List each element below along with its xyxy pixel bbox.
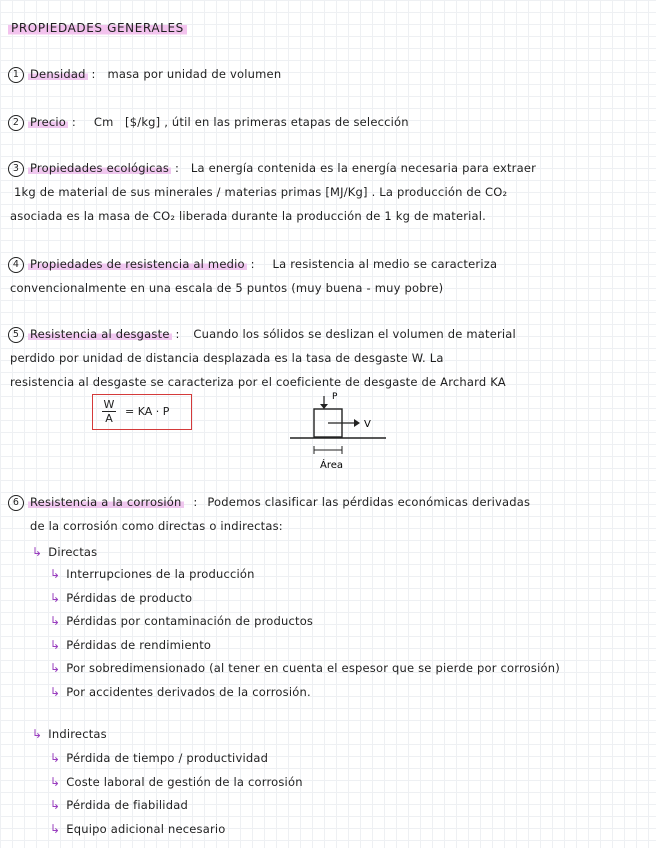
section-number: 4 xyxy=(8,257,24,273)
fraction: $\frac{W}{A}$ xyxy=(103,398,115,425)
list-heading-indirectas: ↳ Indirectas xyxy=(32,727,107,741)
section-1: 1 Densidad : masa por unidad de volumen xyxy=(8,66,281,83)
list-heading-directas: ↳ Directas xyxy=(32,545,98,559)
list-item: ↳ Interrupciones de la producción xyxy=(50,567,255,581)
list-item: ↳ Coste laboral de gestión de la corrosión xyxy=(50,774,303,789)
list-item: ↳ Por accidentes derivados de la corrosión. xyxy=(50,685,311,699)
list-item: ↳ Pérdida de fiabilidad xyxy=(50,798,188,813)
arrow-icon: ↳ xyxy=(50,798,61,813)
arrow-icon: ↳ xyxy=(50,614,61,629)
arrow-icon: ↳ xyxy=(50,685,61,699)
arrow-icon: ↳ xyxy=(50,567,61,581)
section-heading: Densidad xyxy=(30,67,86,81)
list-item: ↳ Pérdidas de rendimiento xyxy=(50,637,212,652)
section-number: 6 xyxy=(8,495,24,511)
arrow-icon: ↳ xyxy=(32,727,43,741)
section-number: 5 xyxy=(8,327,24,343)
section-heading: Propiedades ecológicas xyxy=(30,161,170,175)
section-heading: Propiedades de resistencia al medio xyxy=(30,257,245,271)
section-number: 1 xyxy=(8,67,24,83)
arrow-icon: ↳ xyxy=(50,661,61,676)
list-item: ↳ Equipo adicional necesario xyxy=(50,821,226,836)
section-4: 4 Propiedades de resistencia al medio : La resistencia al medio se caracteriza xyxy=(8,256,497,273)
section-5: 5 Resistencia al desgaste : Cuando los sólidos se deslizan el volumen de material xyxy=(8,326,516,343)
arrow-icon: ↳ xyxy=(50,751,61,765)
section-6: 6 Resistencia a la corrosión : Podemos clasificar las pérdidas económicas derivadas xyxy=(8,494,530,511)
formula-rest: = KA · P xyxy=(125,405,170,418)
archard-formula-box xyxy=(92,394,192,430)
arrow-icon: ↳ xyxy=(50,774,61,789)
arrow-icon: ↳ xyxy=(50,821,61,836)
arrow-icon: ↳ xyxy=(50,590,61,605)
section-text: masa por unidad de volumen xyxy=(107,67,282,81)
section-3: 3 Propiedades ecológicas : La energía contenida es la energía necesaria para extraer xyxy=(8,160,536,177)
label-area: Área xyxy=(320,460,344,471)
arrow-icon: ↳ xyxy=(32,545,43,559)
wear-diagram xyxy=(284,388,394,474)
section-text: Cm [$/kg] , útil en las primeras etapas de selección xyxy=(93,115,409,129)
section-number: 2 xyxy=(8,115,24,131)
section-heading: Precio xyxy=(30,115,67,129)
list-item: ↳ Pérdida de tiempo / productividad xyxy=(50,751,269,765)
section-heading: Resistencia al desgaste xyxy=(30,327,170,341)
list-item: ↳ Por sobredimensionado (al tener en cuenta el espesor que se pierde por corrosión) xyxy=(50,661,560,676)
arrow-icon: ↳ xyxy=(50,637,61,652)
list-item: ↳ Pérdidas por contaminación de productos xyxy=(50,614,314,629)
page-title: PROPIEDADES GENERALES xyxy=(8,21,187,35)
section-number: 3 xyxy=(8,161,24,177)
section-heading: Resistencia a la corrosión xyxy=(30,495,182,509)
label-p: P xyxy=(332,392,338,402)
list-item: ↳ Pérdidas de producto xyxy=(50,590,193,605)
section-2: 2 Precio : Cm [$/kg] , útil en las primeras etapas de selección xyxy=(8,114,409,131)
label-v: V xyxy=(364,419,371,430)
